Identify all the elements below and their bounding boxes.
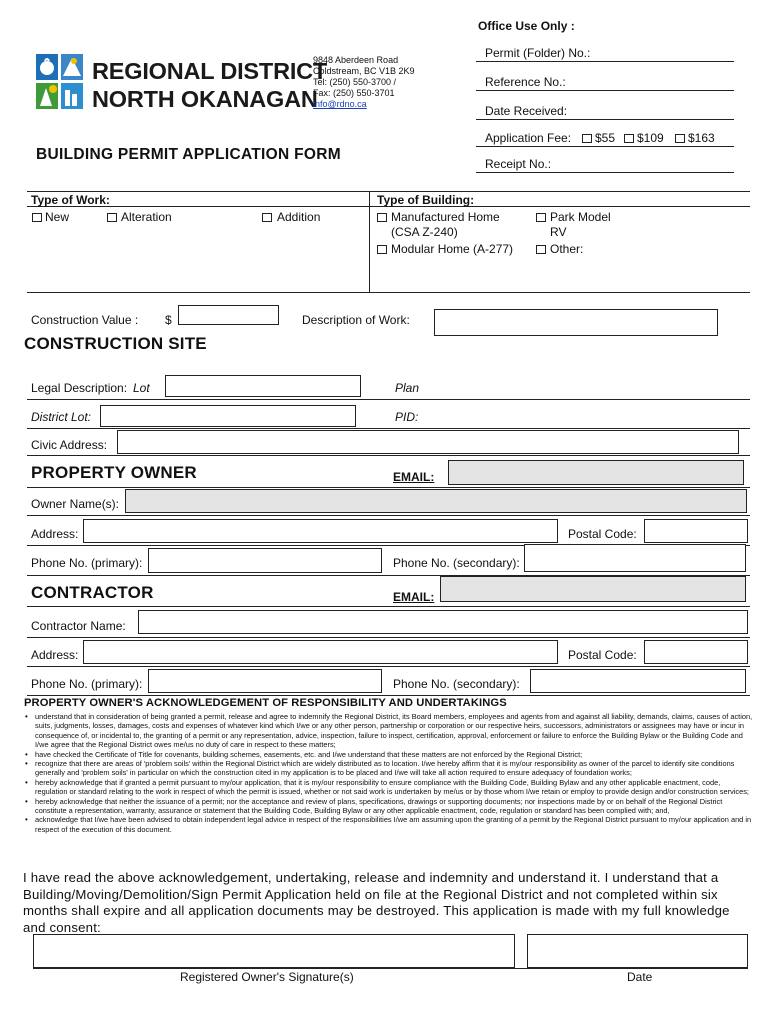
work-addition-label: Addition <box>277 210 321 224</box>
acknowledgement-list <box>22 712 753 834</box>
ack-item: • recognize that there are areas of 'problem soils' within the Regional District which are widely distributed as to location. I/we hereby affirm that it is my/our responsibility as owner of the parcel to identify site conditions generally and 'problem soils' in particular on which the construction cited in my application is to be placed and I/we will take all action required to ensure adequacy of foundation works; <box>35 759 753 778</box>
owner-postal-label: Postal Code: <box>568 527 637 541</box>
other-building-checkbox[interactable] <box>536 245 546 254</box>
owner-address-label: Address: <box>31 527 79 541</box>
contractor-address-line <box>27 666 750 667</box>
owner-phone-primary-input[interactable] <box>148 548 382 573</box>
ack-item: • understand that in consideration of being granted a permit, release and agree to indemnify the Regional District, its Board members, employees and agents from and against all liability, demands, claims, causes of action, suits, judgments, losses, damages, costs and expenses of whatever kind which I/we or any other person, partnership or corporation or our respective heirs, successors, administrators or assignees may have or incur in consequence of, or incidental to, the granting of a permit or any representation, advice, inspection, failure to inspect, certification, approval, enforcement or failure to enforce the Building Bylaw or the Building Code and I/we agree that the Regional District owes me/us no duty of care in respect to these matters; <box>35 712 753 750</box>
lot-label: Lot <box>133 381 150 395</box>
contractor-name-label: Contractor Name: <box>31 619 126 633</box>
org-tel: Tel: (250) 550-3700 / <box>313 77 397 87</box>
signature-line <box>33 968 748 969</box>
owner-heading-line <box>27 487 750 488</box>
contractor-phone-primary-input[interactable] <box>148 669 382 693</box>
modular-home-label: Modular Home (A-277) <box>391 242 514 256</box>
contractor-heading-line <box>27 606 750 607</box>
date-label: Date <box>627 970 653 984</box>
description-of-work-input[interactable] <box>434 309 718 336</box>
lot-input[interactable] <box>165 375 361 397</box>
park-model-checkbox[interactable] <box>536 213 546 222</box>
contractor-name-input[interactable] <box>138 610 748 634</box>
permit-folder-label: Permit (Folder) No.: <box>485 46 591 60</box>
other-building-label: Other: <box>550 242 584 256</box>
construction-site-heading: CONSTRUCTION SITE <box>24 334 207 353</box>
contractor-address-label: Address: <box>31 648 79 662</box>
owner-phone-secondary-input[interactable] <box>524 544 746 572</box>
ack-item: • acknowledge that I/we have been advised to obtain independent legal advice in respect of the responsibilities I/we am assuming upon the granting of a permit by the Regional District pursuant to my/our application and in respect of the execution of this document. <box>35 815 753 834</box>
ack-item: • hereby acknowledge that neither the issuance of a permit; nor the acceptance and review of plans, specifications, drawings or supporting documents; nor inspections made by or on behalf of the Regional District constitute a representation, warranty, assurance or statement that the Building Code, Building Bylaw or any other applicable enactment, code, regulation or standard has been complied with; and, <box>35 797 753 816</box>
signature-label: Registered Owner's Signature(s) <box>180 970 354 984</box>
fee-109-label: $109 <box>637 131 664 145</box>
contractor-phone-line <box>27 695 750 696</box>
work-addition-checkbox[interactable] <box>262 213 272 222</box>
work-new-label: New <box>45 210 70 224</box>
construction-value-input[interactable] <box>178 305 279 325</box>
work-new-checkbox[interactable] <box>32 213 42 222</box>
grid-top-line <box>27 191 750 192</box>
application-fee-label: Application Fee: <box>485 131 572 145</box>
owner-names-input[interactable] <box>125 489 747 513</box>
civic-address-input[interactable] <box>117 430 739 454</box>
fee-163-checkbox[interactable] <box>675 134 685 143</box>
grid-divider <box>369 191 370 292</box>
owner-postal-input[interactable] <box>644 519 748 543</box>
form-title: BUILDING PERMIT APPLICATION FORM <box>36 146 341 163</box>
park-model-sub: RV <box>550 225 567 239</box>
legal-row-line <box>27 399 750 400</box>
fee-109-checkbox[interactable] <box>624 134 634 143</box>
district-lot-input[interactable] <box>100 405 356 427</box>
ack-item: • hereby acknowledge that if granted a permit pursuant to my/our application, that it is my/our responsibility to ensure compliance with the Building Code, Building Bylaw and any other applicable enactment, code, regulation or standard relating to the work in respect of which the permit is issued, whether or not said work is undertaken by me/us or by those whom I/we retain or employ to provide design and/or construction services; <box>35 778 753 797</box>
contractor-address-input[interactable] <box>83 640 558 664</box>
fee-55-checkbox[interactable] <box>582 134 592 143</box>
ack-item: • have checked the Certificate of Title for covenants, building schemes, easements, etc. and I/we understand that these matters are not enforced by the Regional District; <box>35 750 753 759</box>
receipt-line <box>476 172 734 173</box>
owner-email-label: EMAIL: <box>393 470 435 484</box>
owner-names-label: Owner Name(s): <box>31 497 120 511</box>
reference-line <box>476 90 734 91</box>
owner-email-input[interactable] <box>448 460 744 485</box>
park-model-label: Park Model <box>550 210 611 224</box>
org-fax: Fax: (250) 550-3701 <box>313 88 395 98</box>
description-of-work-label: Description of Work: <box>302 313 410 327</box>
manufactured-home-label: Manufactured Home <box>391 210 500 224</box>
district-lot-label: District Lot: <box>31 410 92 424</box>
type-of-building-label: Type of Building: <box>377 193 475 207</box>
contractor-email-label: EMAIL: <box>393 590 435 604</box>
reference-label: Reference No.: <box>485 75 566 89</box>
contractor-phone-primary-label: Phone No. (primary): <box>31 677 143 691</box>
property-owner-heading: PROPERTY OWNER <box>31 463 197 482</box>
district-row-line <box>27 428 750 429</box>
receipt-label: Receipt No.: <box>485 157 552 171</box>
owner-signature-input[interactable] <box>33 934 515 968</box>
contractor-postal-label: Postal Code: <box>568 648 637 662</box>
permit-folder-line <box>476 61 734 62</box>
office-use-title: Office Use Only : <box>478 19 575 33</box>
pid-label: PID: <box>395 410 419 424</box>
contractor-heading: CONTRACTOR <box>31 583 154 602</box>
contractor-phone-secondary-input[interactable] <box>530 669 746 693</box>
contractor-name-line <box>27 637 750 638</box>
modular-home-checkbox[interactable] <box>377 245 387 254</box>
org-email-link[interactable]: info@rdno.ca <box>313 99 367 109</box>
org-address2: Coldstream, BC V1B 2K9 <box>313 66 415 76</box>
owner-names-line <box>27 515 750 516</box>
rdno-logo <box>34 52 86 112</box>
type-of-work-label: Type of Work: <box>31 193 110 207</box>
org-name-line2: NORTH OKANAGAN <box>92 86 318 112</box>
grid-bottom-line <box>27 292 750 293</box>
owner-phone-primary-label: Phone No. (primary): <box>31 556 143 570</box>
construction-value-label: Construction Value : <box>31 313 139 327</box>
owner-address-input[interactable] <box>83 519 558 543</box>
currency-symbol: $ <box>165 313 172 327</box>
manufactured-home-checkbox[interactable] <box>377 213 387 222</box>
org-name-line1: REGIONAL DISTRICT <box>92 58 328 84</box>
owner-phone-secondary-label: Phone No. (secondary): <box>393 556 520 570</box>
fee-163-label: $163 <box>688 131 715 145</box>
date-received-label: Date Received: <box>485 104 568 118</box>
legal-description-label: Legal Description: <box>31 381 128 395</box>
civic-address-label: Civic Address: <box>31 438 108 452</box>
plan-label: Plan <box>395 381 420 395</box>
contractor-email-input[interactable] <box>440 576 746 602</box>
civic-row-line <box>27 455 750 456</box>
acknowledgement-heading: PROPERTY OWNER'S ACKNOWLEDGEMENT OF RESPONSIBILITY AND UNDERTAKINGS <box>24 697 507 709</box>
contractor-postal-input[interactable] <box>644 640 748 664</box>
work-alteration-checkbox[interactable] <box>107 213 117 222</box>
consent-text: I have read the above acknowledgement, undertaking, release and indemnity and understand it. I understand that a Building/Moving/Demolition/Sign Permit Application held on file at the Regional District and not completed within six months shall expire and all application documents may be destroyed. This application is made with my full knowledge and consent: <box>23 870 730 935</box>
fee-55-label: $55 <box>595 131 616 145</box>
org-address1: 9848 Aberdeen Road <box>313 55 399 65</box>
work-alteration-label: Alteration <box>121 210 172 224</box>
date-received-line <box>476 119 734 120</box>
manufactured-home-sub: (CSA Z-240) <box>391 225 458 239</box>
contractor-phone-secondary-label: Phone No. (secondary): <box>393 677 520 691</box>
signature-date-input[interactable] <box>527 934 748 968</box>
fee-line <box>476 146 734 147</box>
